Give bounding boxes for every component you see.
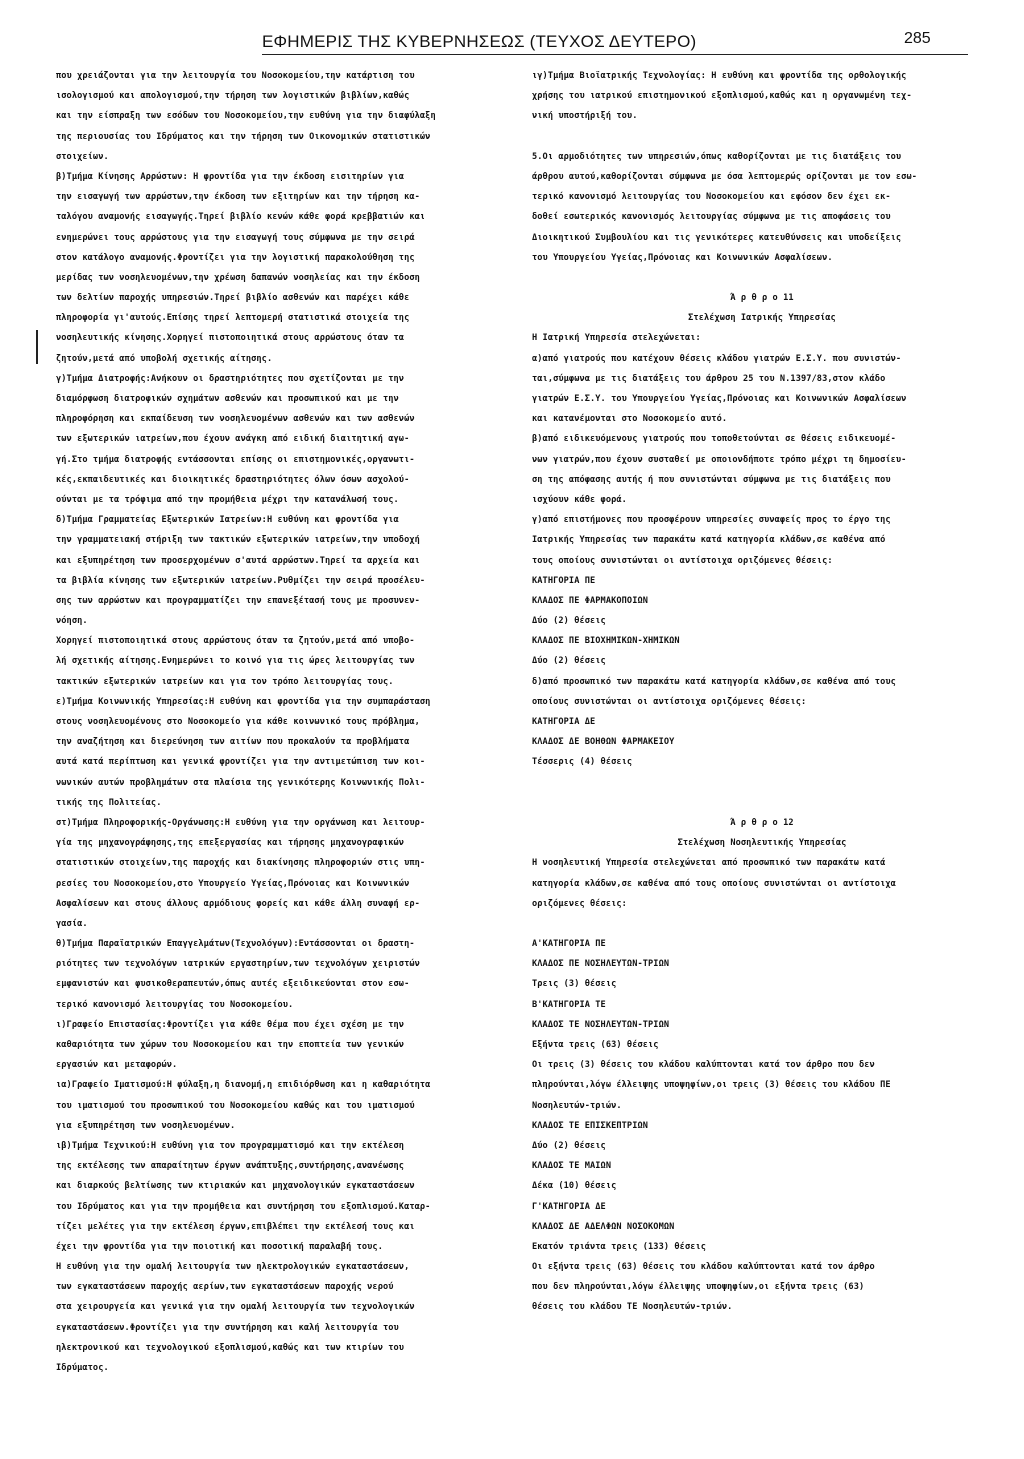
text-line: δοθεί εσωτερικός κανονισμός λειτουργίας σύμφωνα με τις αποφάσεις του	[532, 212, 891, 223]
text-line: των εξωτερικών ιατρείων,που έχουν ανάγκη από ειδική διαιτητική αγω-	[56, 434, 410, 445]
text-line: νωνικών αυτών προβλημάτων στα πλαίσια της γενικότερης Κοινωνικής Πολι-	[56, 777, 426, 788]
text-line	[532, 914, 992, 934]
text-line: ΚΛΑΔΟΣ ΠΕ ΒΙΟΧΗΜΙΚΩΝ-ΧΗΜΙΚΩΝ	[532, 636, 680, 647]
text-line: τερικό κανονισμό λειτουργίας του Νοσοκομείου.	[56, 999, 294, 1010]
text-line: ΚΛΑΔΟΣ ΠΕ ΦΑΡΜΑΚΟΠΟΙΩΝ	[532, 595, 649, 606]
text-line: ΚΑΤΗΓΟΡΙΑ ΠΕ	[532, 575, 596, 586]
text-line: γιατρών Ε.Σ.Υ. του Υπουργείου Υγείας,Πρόνοιας και Κοινωνικών Ασφαλίσεων	[532, 394, 907, 404]
text-line: Ασφαλίσεων και στους άλλους αρμόδιους φορείς και κάθε άλλη συναφή ερ-	[56, 898, 420, 909]
text-line: ε)Τμήμα Κοινωνικής Υπηρεσίας:Η ευθύνη και φροντίδα για την συμπαράσταση	[56, 696, 431, 707]
text-line: ισολογισμού και απολογισμού,την τήρηση των λογιστικών βιβλίων,καθώς	[56, 91, 410, 102]
text-line: Δύο (2) θέσεις	[532, 616, 606, 627]
text-line: στ)Τμήμα Πληροφορικής-Οργάνωσης:Η ευθύνη για την οργάνωση και λειτουρ-	[56, 817, 426, 828]
text-line: του ιματισμού του προσωπικού του Νοσοκομείου καθώς και του ιματισμού	[56, 1100, 415, 1111]
text-line: Ιατρικής Υπηρεσίας των παρακάτω κατά κατηγορία κλάδων,σε καθένα από	[532, 535, 886, 546]
header-rule	[262, 54, 968, 55]
text-line: γασία.	[56, 918, 88, 929]
text-line: την αναζήτηση και διερεύνηση των αιτίων που προκαλούν τα προβλήματα	[56, 737, 410, 748]
text-line: ΚΛΑΔΟΣ ΔΕ ΒΟΗΘΩΝ ΦΑΡΜΑΚΕΙΟΥ	[532, 737, 675, 748]
text-line: της εκτέλεσης των απαραίτητων έργων ανάπτυξης,συντήρησης,ανανέωσης	[56, 1161, 405, 1172]
text-line: Εκατόν τριάντα τρεις (133) θέσεις	[532, 1241, 707, 1252]
text-line: καθαριότητα των χώρων του Νοσοκομείου και την εποπτεία των γενικών	[56, 1040, 405, 1050]
text-line: ΚΑΤΗΓΟΡΙΑ ΔΕ	[532, 717, 596, 727]
text-line: ισχύουν κάθε φορά.	[532, 494, 627, 505]
text-line: εμφανιστών και φυσικοθεραπευτών,όπως αυτές εξειδικεύονται στον εσω-	[56, 979, 410, 990]
text-line: της περιουσίας του Ιδρύματος και την τήρηση των Οικονομικών στατιστικών	[56, 131, 431, 142]
text-line: Ιδρύματος.	[56, 1363, 109, 1373]
text-line: κές,εκπαιδευτικές και διοικητικές δραστηριότητες όλων όσων ασχολού-	[56, 474, 410, 485]
left-text-column	[56, 66, 516, 1378]
text-line: ρεσίες του Νοσοκομείου,στο Υπουργείο Υγείας,Πρόνοιας και Κοινωνικών	[56, 878, 410, 889]
text-line: τικής της Πολιτείας.	[56, 797, 162, 808]
text-line: ηλεκτρονικού και τεχνολογικού εξοπλισμού,καθώς και των κτιρίων του	[56, 1342, 405, 1353]
text-line: οριζόμενες θέσεις:	[532, 898, 627, 909]
text-line: ταλόγου αναμονής εισαγωγής.Τηρεί βιβλίο κενών κάθε φορά κρεββατιών και	[56, 212, 426, 223]
text-line: β)από ειδικευόμενους γιατρούς που τοποθετούνται σε θέσεις ειδικευομέ-	[532, 434, 896, 445]
text-line: Στελέχωση Νοσηλευτικής Υπηρεσίας	[677, 838, 847, 849]
text-line: ση της απόφασης αυτής ή που συνιστώνται σύμφωνα με τις διατάξεις που	[532, 474, 891, 485]
text-line: του Υπουργείου Υγείας,Πρόνοιας και Κοινωνικών Ασφαλίσεων.	[532, 252, 833, 263]
text-line	[532, 127, 992, 147]
text-line: για εξυπηρέτηση των νοσηλευομένων.	[56, 1120, 236, 1131]
text-line: Οι τρεις (3) θέσεις του κλάδου καλύπτονται κατά τον άρθρο που δεν	[532, 1060, 875, 1071]
text-line: γ)από επιστήμονες που προσφέρουν υπηρεσίες συναφείς προς το έργο της	[532, 515, 891, 526]
text-line: στον κατάλογο αναμονής.Φροντίζει για την λογιστική παρακολούθηση της	[56, 252, 415, 263]
text-line: γ)Τμήμα Διατροφής:Ανήκουν οι δραστηριότητες που σχετίζονται με την	[56, 373, 405, 384]
text-line: των εγκαταστάσεων παροχής αερίων,των εγκαταστάσεων παροχής νερού	[56, 1282, 394, 1293]
text-line: την γραμματειακή στήριξη των τακτικών εξωτερικών ιατρείων,την υποδοχή	[56, 535, 420, 546]
text-line: ούνται με τα τρόφιμα από την προμήθεια μέχρι την κατανάλωσή τους.	[56, 494, 399, 505]
text-line: των δελτίων παροχής υπηρεσιών.Τηρεί βιβλίο ασθενών και παρέχει κάθε	[56, 293, 410, 304]
text-line: ται,σύμφωνα με τις διατάξεις του άρθρου 25 του Ν.1397/83,στον κλάδο	[532, 373, 886, 384]
text-line: Β'ΚΑΤΗΓΟΡΙΑ ΤΕ	[532, 999, 606, 1010]
text-line: ΚΛΑΔΟΣ ΤΕ ΕΠΙΣΚΕΠΤΡΙΩΝ	[532, 1120, 649, 1131]
page-header	[0, 30, 1024, 70]
text-line: τίζει μελέτες για την εκτέλεση έργων,επιβλέπει την εκτέλεσή τους και	[56, 1221, 415, 1232]
text-line: Η ευθύνη για την ομαλή λειτουργία των ηλεκτρολογικών εγκαταστάσεων,	[56, 1262, 410, 1273]
text-line: ιβ)Τμήμα Τεχνικού:Η ευθύνη για τον προγραμματισμό και την εκτέλεση	[56, 1140, 405, 1151]
text-line: σης των αρρώστων και προγραμματίζει την επανεξέτασή τους με προσυνεν-	[56, 595, 420, 606]
text-line: που δεν πληρούνται,λόγω έλλειψης υποψηφίων,οι εξήντα τρεις (63)	[532, 1282, 865, 1293]
text-line: Γ'ΚΑΤΗΓΟΡΙΑ ΔΕ	[532, 1201, 606, 1212]
text-line: έχει την φροντίδα για την ποιοτική και ποσοτική παραλαβή τους.	[56, 1241, 383, 1252]
text-line: νων γιατρών,που έχουν συσταθεί με οποιονδήποτε τρόπο μέχρι τη δημοσίευ-	[532, 454, 907, 465]
text-line: ενημερώνει τους αρρώστους για την εισαγωγή τους σύμφωνα με την σειρά	[56, 232, 415, 243]
text-line: ζητούν,μετά από υποβολή σχετικής αίτησης.	[56, 353, 273, 364]
text-line: που χρειάζονται για την λειτουργία του Νοσοκομείου,την κατάρτιση του	[56, 71, 415, 81]
gazette-title: ΕΦΗΜΕΡΙΣ ΤΗΣ ΚΥΒΕΡΝΗΣΕΩΣ (ΤΕΥΧΟΣ ΔΕΥΤΕΡΟ)	[262, 32, 697, 51]
text-line: οποίους συνιστώνται οι αντίστοιχα οριζόμενες θέσεις:	[532, 696, 807, 707]
text-line: Δέκα (10) θέσεις	[532, 1181, 617, 1192]
text-line: στατιστικών στοιχείων,της παροχής και διακίνησης πληροφοριών στις υπη-	[56, 858, 426, 869]
text-line: θ)Τμήμα Παραϊατρικών Επαγγελμάτων(Τεχνολόγων):Εντάσσονται οι δραστη-	[56, 939, 415, 950]
text-line: νοσηλευτικής κίνησης.Χορηγεί πιστοποιητικά στους αρρώστους όταν τα	[56, 333, 405, 344]
text-line: Η νοσηλευτική Υπηρεσία στελεχώνεται από προσωπικό των παρακάτω κατά	[532, 858, 886, 869]
text-line: του Ιδρύματος και για την προμήθεια και συντήρηση του εξοπλισμού.Καταρ-	[56, 1201, 431, 1212]
text-line: πληροφορία γι'αυτούς.Επίσης τηρεί λεπτομερή στατιστικά στοιχεία της	[56, 313, 410, 324]
text-line: στα χειρουργεία και γενικά για την ομαλή λειτουργία των τεχνολογικών	[56, 1302, 415, 1313]
text-line: ιγ)Τμήμα Βιοϊατρικής Τεχνολογίας: Η ευθύνη και φροντίδα της ορθολογικής	[532, 71, 907, 81]
text-line	[532, 773, 992, 793]
text-line: δ)από προσωπικό των παρακάτω κατά κατηγορία κλάδων,σε καθένα από τους	[532, 676, 896, 687]
text-line: εργασιών και μεταφορών.	[56, 1060, 178, 1071]
text-line: 5.Οι αρμοδιότητες των υπηρεσιών,όπως καθορίζονται με τις διατάξεις του	[532, 151, 902, 162]
text-line: Εξήντα τρεις (63) θέσεις	[532, 1040, 659, 1050]
text-line: και την είσπραξη των εσόδων του Νοσοκομείου,την ευθύνη για την διαφύλαξη	[56, 111, 436, 122]
text-line: ΚΛΑΔΟΣ ΠΕ ΝΟΣΗΛΕΥΤΩΝ-ΤΡΙΩΝ	[532, 959, 670, 970]
text-line	[532, 793, 992, 813]
text-line: εγκαταστάσεων.Φροντίζει για την συντήρηση και καλή λειτουργία του	[56, 1322, 399, 1333]
text-line: τακτικών εξωτερικών ιατρείων και για τον τρόπο λειτουργίας τους.	[56, 676, 394, 687]
text-line: Νοσηλευτών-τριών.	[532, 1100, 622, 1111]
text-line: Τρεις (3) θέσεις	[532, 979, 617, 990]
text-line: Α'ΚΑΤΗΓΟΡΙΑ ΠΕ	[532, 939, 606, 950]
text-line: και διαρκούς βελτίωσης των κτιριακών και μηχανολογικών εγκαταστάσεων	[56, 1181, 415, 1192]
text-line: α)από γιατρούς που κατέχουν θέσεις κλάδου γιατρών Ε.Σ.Υ. που συνιστών-	[532, 353, 902, 364]
text-line: τα βιβλία κίνησης των εξωτερικών ιατρείων.Ρυθμίζει την σειρά προσέλευ-	[56, 575, 426, 586]
text-line: νόηση.	[56, 616, 88, 627]
text-line: Ά ρ θ ρ ο 11	[730, 293, 794, 304]
text-line: Χορηγεί πιστοποιητικά στους αρρώστους όταν τα ζητούν,μετά από υποβο-	[56, 636, 415, 647]
text-line: ΚΛΑΔΟΣ ΤΕ ΝΟΣΗΛΕΥΤΩΝ-ΤΡΙΩΝ	[532, 1019, 670, 1030]
text-line: Τέσσερις (4) θέσεις	[532, 757, 633, 768]
text-line: την εισαγωγή των αρρώστων,την έκδοση των εξιτηρίων και την τήρηση κα-	[56, 192, 420, 203]
text-line: διαμόρφωση διατροφικών σχημάτων ασθενών και προσωπικού και με την	[56, 394, 399, 404]
text-line: Ά ρ θ ρ ο 12	[730, 817, 794, 828]
text-line: ια)Γραφείο Ιματισμού:Η φύλαξη,η διανομή,η επιδιόρθωση και η καθαριότητα	[56, 1080, 431, 1091]
right-text-column	[532, 66, 992, 1318]
text-line: ι)Γραφείο Επιστασίας:Φροντίζει για κάθε θέμα που έχει σχέση με την	[56, 1019, 405, 1030]
margin-mark	[36, 330, 38, 364]
text-line: μερίδας των νοσηλευομένων,την χρέωση δαπανών νοσηλείας και την έκδοση	[56, 272, 420, 283]
text-line: λή σχετικής αίτησης.Ενημερώνει το κοινό για τις ώρες λειτουργίας των	[56, 656, 415, 667]
text-line: γία της μηχανογράφησης,της επεξεργασίας και τήρησης μηχανογραφικών	[56, 838, 405, 849]
text-line: Δύο (2) θέσεις	[532, 1140, 606, 1151]
text-line: ΚΛΑΔΟΣ ΤΕ ΜΑΙΩΝ	[532, 1161, 612, 1172]
text-line: τερικό κανονισμό λειτουργίας του Νοσοκομείου και εφόσον δεν έχει εκ-	[532, 192, 891, 203]
text-line: χρήσης του ιατρικού επιστημονικού εξοπλισμού,καθώς και η οργανωμένη τεχ-	[532, 91, 912, 102]
text-line: στους νοσηλευομένους στο Νοσοκομείο για κάθε κοινωνικό τους πρόβλημα,	[56, 717, 420, 727]
page-number: 285	[904, 30, 931, 47]
text-line	[532, 268, 992, 288]
text-line: θέσεις του κλάδου ΤΕ Νοσηλευτών-τριών.	[532, 1302, 733, 1313]
text-line: δ)Τμήμα Γραμματείας Εξωτερικών Ιατρείων:Η ευθύνη και φροντίδα για	[56, 515, 399, 526]
text-line: Διοικητικού Συμβουλίου και τις γενικότερες κατευθύνσεις και υποδείξεις	[532, 232, 902, 243]
text-line: πληρούνται,λόγω έλλειψης υποψηφίων,οι τρεις (3) θέσεις του κλάδου ΠΕ	[532, 1080, 891, 1091]
text-line: Στελέχωση Ιατρικής Υπηρεσίας	[688, 313, 836, 324]
text-line: και εξυπηρέτηση των προσερχομένων σ'αυτά αρρώστων.Τηρεί τα αρχεία και	[56, 555, 420, 566]
text-line: κατηγορία κλάδων,σε καθένα από τους οποίους συνιστώνται οι αντίστοιχα	[532, 878, 896, 889]
text-line: γή.Στο τμήμα διατροφής εντάσσονται επίσης οι επιστημονικές,οργανωτι-	[56, 454, 415, 465]
text-line: πληροφόρηση και εκπαίδευση των νοσηλευομένων ασθενών και των ασθενών	[56, 414, 415, 425]
text-line: Η Ιατρική Υπηρεσία στελεχώνεται:	[532, 333, 701, 344]
text-line: στοιχείων.	[56, 151, 109, 162]
text-line: νική υποστήριξή του.	[532, 111, 638, 122]
text-line: άρθρου αυτού,καθορίζονται σύμφωνα με όσα λεπτομερώς ορίζονται με τον εσω-	[532, 171, 917, 182]
text-line: ριότητες των τεχνολόγων ιατρικών εργαστηρίων,των τεχνολόγων χειριστών	[56, 959, 420, 970]
text-line: β)Τμήμα Κίνησης Αρρώστων: Η φροντίδα για την έκδοση εισιτηρίων για	[56, 171, 405, 182]
text-line: τους οποίους συνιστώνται οι αντίστοιχα οριζόμενες θέσεις:	[532, 555, 833, 566]
text-line: αυτά κατά περίπτωση και γενικά φροντίζει για την αντιμετώπιση των κοι-	[56, 757, 426, 768]
text-line: Οι εξήντα τρεις (63) θέσεις του κλάδου καλύπτονται κατά τον άρθρο	[532, 1262, 875, 1273]
text-line: ΚΛΑΔΟΣ ΔΕ ΑΔΕΛΦΩΝ ΝΟΣΟΚΟΜΩΝ	[532, 1221, 675, 1232]
text-line: και κατανέμονται στο Νοσοκομείο αυτό.	[532, 414, 728, 425]
text-line: Δύο (2) θέσεις	[532, 656, 606, 667]
